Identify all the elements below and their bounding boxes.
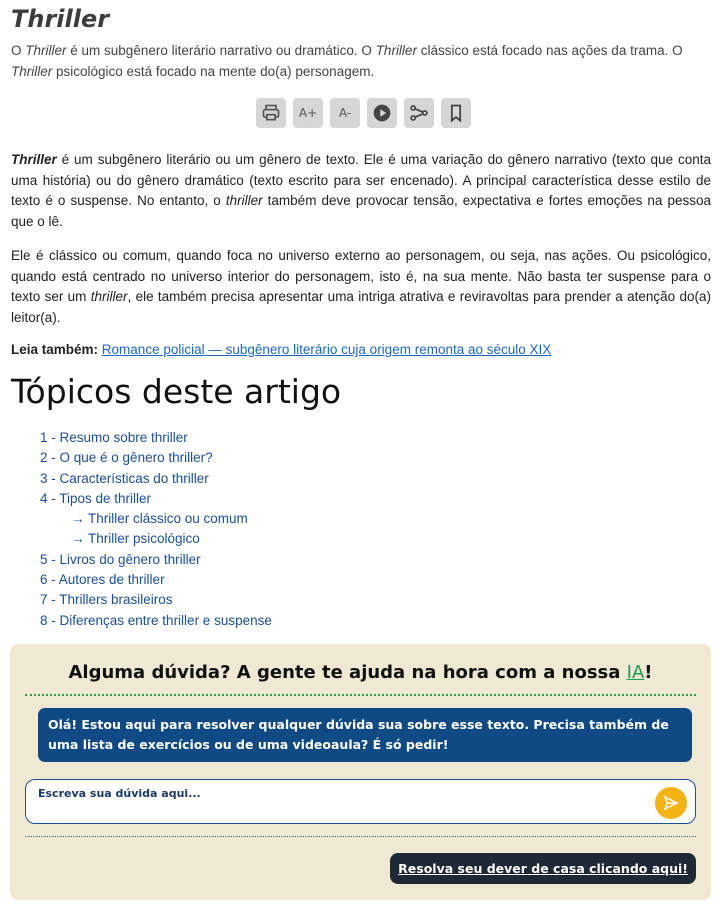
article-title: Thriller <box>11 5 110 33</box>
toc-item[interactable]: 7 - Thrillers brasileiros <box>40 592 173 608</box>
lead-text: O <box>11 43 26 58</box>
toc-item[interactable]: 6 - Autores de thriller <box>40 572 165 588</box>
divider <box>25 836 696 837</box>
toc-item[interactable]: 8 - Diferenças entre thriller e suspense <box>40 612 272 628</box>
paragraph-text: Ele é clássico ou comum, quando foca no universo externo ao personagem, ou seja, nas ações. Ou psicológico, quando está centrado no universo interior do personagem, isto é, na sua mente. Não basta ter suspense para o texto ser um <box>11 248 711 304</box>
send-button[interactable] <box>655 787 687 819</box>
toc-item[interactable]: 3 - Características do thriller <box>40 470 209 486</box>
bot-message: Olá! Estou aqui para resolver qualquer dúvida sua sobre esse texto. Precisa também de uma lista de exercícios ou de uma videoaula? É só pedir! <box>38 708 692 762</box>
play-audio-button[interactable] <box>367 98 397 128</box>
lead-text: clássico está focado nas ações da trama. O <box>416 43 683 58</box>
lead-italic: Thriller <box>375 43 417 58</box>
paragraph-1 <box>11 150 711 232</box>
related-article <box>11 342 551 357</box>
question-input-box[interactable] <box>25 779 696 824</box>
toc-subitem[interactable]: → Thriller psicológico <box>71 531 200 547</box>
chat-heading-text: Alguma dúvida? A gente te ajuda na hora com a nossa <box>68 662 627 683</box>
bookmark-icon <box>446 103 466 123</box>
send-icon <box>662 794 680 812</box>
article-lead <box>11 40 711 82</box>
toc-item[interactable]: 4 - Tipos de thriller <box>40 490 152 506</box>
toc-heading: Tópicos deste artigo <box>11 372 342 411</box>
print-button[interactable] <box>256 98 286 128</box>
term-emphasis: Thriller <box>11 152 57 167</box>
homework-cta-button[interactable]: Resolva seu dever de casa clicando aqui! <box>390 853 696 884</box>
paragraph-text: também deve provocar tensão, expectativa e fortes emoções na pessoa que o lê. <box>11 193 711 229</box>
related-label: Leia também: <box>11 342 99 357</box>
printer-icon <box>261 103 281 123</box>
lead-italic: Thriller <box>25 43 67 58</box>
term-italic: thriller <box>90 289 128 304</box>
term-italic: thriller <box>225 193 263 208</box>
article-toolbar <box>256 98 471 128</box>
toc-item[interactable]: 1 - Resumo sobre thriller <box>40 430 188 445</box>
lead-italic: Thriller <box>11 64 53 79</box>
paragraph-text: é um subgênero literário ou um gênero de texto. Ele é uma variação do gênero narrativo (texto que conta uma história) ou do gênero dramático (texto escrito para ser encenado). A principal característica desse estilo de texto é o suspense. No entanto, o <box>11 152 711 208</box>
share-icon <box>409 103 429 123</box>
lead-text: é um subgênero literário narrativo ou dramático. O <box>66 43 376 58</box>
lead-text: psicológico está focado na mente do(a) personagem. <box>52 64 375 79</box>
font-decrease-button[interactable]: A- <box>330 98 360 128</box>
ai-chat-box <box>10 644 711 900</box>
chat-heading <box>10 662 711 683</box>
bookmark-button[interactable] <box>441 98 471 128</box>
chat-heading-text: ! <box>644 662 653 683</box>
paragraph-text: , ele também precisa apresentar uma intriga atrativa e reviravoltas para prender a atenção do(a) leitor(a). <box>11 289 711 325</box>
paragraph-2 <box>11 246 711 328</box>
play-icon <box>372 103 392 123</box>
question-input[interactable] <box>36 786 640 801</box>
font-increase-button[interactable]: A+ <box>293 98 323 128</box>
toc-subitem[interactable]: → Thriller clássico ou comum <box>71 511 248 527</box>
divider <box>25 694 696 696</box>
related-link[interactable]: Romance policial — subgênero literário cuja origem remonta ao século XIX <box>101 342 552 357</box>
ia-link[interactable]: IA <box>626 662 645 683</box>
toc-item[interactable]: 5 - Livros do gênero thriller <box>40 551 201 567</box>
table-of-contents <box>40 428 272 631</box>
share-button[interactable] <box>404 98 434 128</box>
toc-item[interactable]: 2 - O que é o gênero thriller? <box>40 450 213 466</box>
